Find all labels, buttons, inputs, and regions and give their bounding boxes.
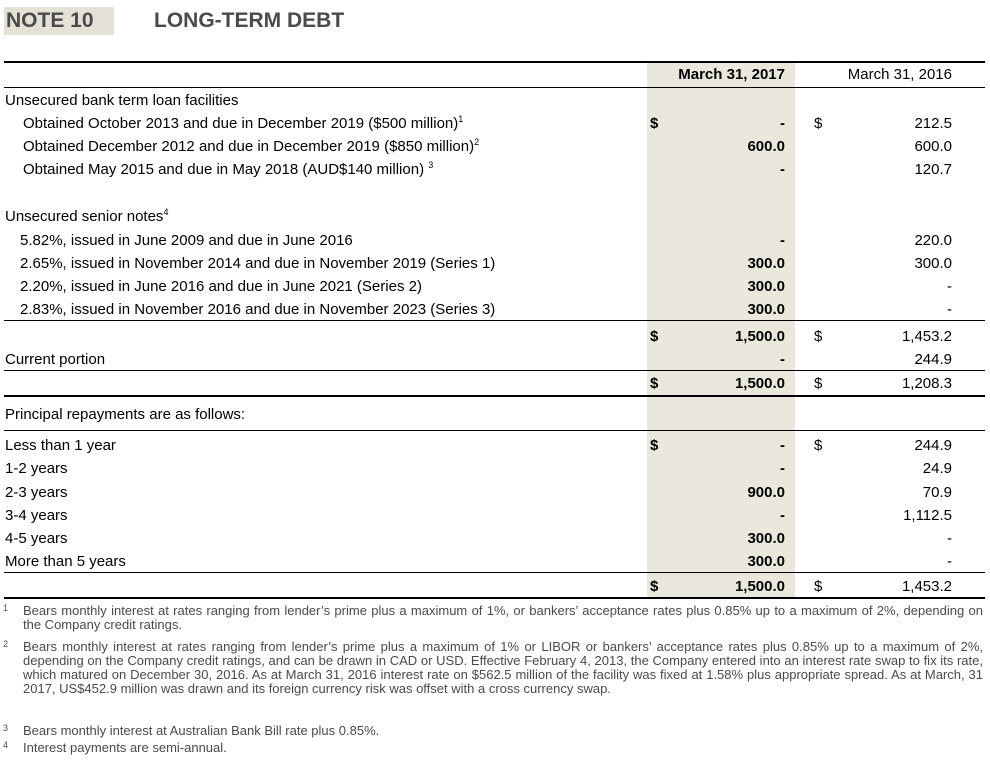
term-loan-row-1-2017: -	[780, 115, 785, 132]
repayment-row-5-2016: -	[947, 530, 952, 547]
repayment-row-2-label: 1-2 years	[5, 460, 68, 477]
repayment-row-3-2016: 70.9	[922, 484, 952, 501]
note-title: LONG-TERM DEBT	[154, 9, 345, 32]
dollar-sign: $	[650, 328, 659, 345]
repayment-row-3-2017: 900.0	[747, 484, 785, 501]
senior-notes-heading: Unsecured senior notes$^4$	[5, 207, 169, 225]
repayment-row-2-2016: 24.9	[922, 460, 952, 477]
repayment-row-6-label: More than 5 years	[5, 553, 126, 570]
senior-note-row-3-2016: -	[947, 278, 952, 295]
repayment-row-3-label: 2-3 years	[5, 484, 68, 501]
repayment-row-4-2016: 1,112.5	[903, 507, 952, 524]
header-rule	[4, 87, 985, 88]
senior-note-row-2-label: 2.65%, issued in November 2014 and due in November 2019 (Series 1)	[20, 255, 496, 272]
repayment-row-1-2016: 244.9	[914, 437, 952, 454]
senior-note-row-2-2017: 300.0	[747, 255, 785, 272]
footnote-ref-2: 2	[474, 137, 480, 147]
repayment-row-6-2017: 300.0	[747, 553, 785, 570]
footnote-number: 1	[3, 603, 9, 613]
term-loan-row-2-2017: 600.0	[747, 138, 785, 155]
footnote-text: Bears monthly interest at rates ranging from lender’s prime plus a maximum of 1%, or bankers’ acceptance rates plus 0.85% up to a maximum of 2%, depending on the Company credit ratings.	[23, 603, 983, 632]
dollar-sign: $	[814, 375, 823, 392]
dollar-sign: $	[814, 437, 823, 454]
long-term-2017: 1,500.0	[734, 375, 785, 392]
current-portion-rule	[4, 370, 985, 371]
long-term-double-rule	[4, 395, 985, 397]
total-2016: 1,453.2	[901, 328, 952, 345]
footnote-ref-4: 4	[163, 207, 169, 217]
subtotal-rule	[4, 320, 985, 321]
term-loan-row-2-label: Obtained December 2012 and due in December 2019 ($850 million)$^2$	[23, 137, 480, 155]
senior-note-row-1-2017: -	[780, 232, 785, 249]
term-loans-heading: Unsecured bank term loan facilities	[5, 92, 239, 109]
senior-note-row-4-2017: 300.0	[747, 301, 785, 318]
term-loan-row-3-2016: 120.7	[914, 161, 952, 178]
footnote-text: Interest payments are semi-annual.	[23, 740, 227, 755]
term-loan-row-3-2017: -	[780, 161, 785, 178]
repayment-row-1-2017: -	[780, 437, 785, 454]
footnote-text: Bears monthly interest at rates ranging from lender’s prime plus a maximum of 1% or LIBOR or bankers’ acceptance rates plus 0.85% up to a maximum of 2%, depending on the Company credit ratings, and can be drawn in CAD or USD. Effective February 4, 2013, the Company entered into an interest rate swap to fix its rate, which matured on December 30, 2016. As at March 31, 2016 interest rate on $562.5 million of the facility was fixed at 1.58% plus appropriate spread. As at March, 31 2017, US$452.9 million was drawn and its foreign currency risk was offset with a cross currency swap.	[23, 639, 983, 696]
current-portion-label: Current portion	[5, 351, 106, 368]
column-header-2017: March 31, 2017	[678, 66, 785, 83]
current-portion-2016: 244.9	[914, 351, 952, 368]
repayment-row-4-2017: -	[780, 507, 785, 524]
senior-note-row-1-label: 5.82%, issued in June 2009 and due in June 2016	[20, 232, 353, 249]
column-header-2016: March 31, 2016	[847, 66, 952, 83]
total-2017: 1,500.0	[734, 328, 785, 345]
table-top-rule	[4, 61, 985, 63]
term-loan-row-2-2016: 600.0	[914, 138, 952, 155]
long-term-2016: 1,208.3	[901, 375, 952, 392]
senior-note-row-3-label: 2.20%, issued in June 2016 and due in June 2021 (Series 2)	[20, 278, 422, 295]
repayment-row-6-2016: -	[947, 553, 952, 570]
repayments-total-2016: 1,453.2	[901, 578, 952, 595]
footnote-ref-1: 1	[458, 114, 464, 124]
repayment-row-4-label: 3-4 years	[5, 507, 68, 524]
dollar-sign: $	[814, 115, 823, 132]
repayment-row-5-2017: 300.0	[747, 530, 785, 547]
note-number: NOTE 10	[4, 7, 114, 35]
footnote-ref-3: 3	[428, 160, 434, 170]
dollar-sign: $	[650, 437, 659, 454]
repayments-heading: Principal repayments are as follows:	[5, 406, 246, 423]
senior-note-row-4-label: 2.83%, issued in November 2016 and due in November 2023 (Series 3)	[20, 301, 496, 318]
dollar-sign: $	[814, 578, 823, 595]
dollar-sign: $	[814, 328, 823, 345]
repayments-rule	[4, 430, 985, 431]
table-bottom-rule	[4, 597, 985, 599]
dollar-sign: $	[650, 375, 659, 392]
footnote-text: Bears monthly interest at Australian Bank Bill rate plus 0.85%.	[23, 723, 380, 738]
repayment-row-1-label: Less than 1 year	[5, 437, 116, 454]
current-portion-2017: -	[780, 351, 785, 368]
senior-note-row-4-2016: -	[947, 301, 952, 318]
repayment-row-5-label: 4-5 years	[5, 530, 68, 547]
dollar-sign: $	[650, 115, 659, 132]
footnote-number: 4	[3, 740, 9, 750]
footnote-number: 3	[3, 723, 9, 733]
repayments-total-2017: 1,500.0	[734, 578, 785, 595]
footnote-number: 2	[3, 639, 9, 649]
term-loan-row-1-2016: 212.5	[914, 115, 952, 132]
repayments-total-rule	[4, 572, 985, 573]
senior-note-row-1-2016: 220.0	[914, 232, 952, 249]
dollar-sign: $	[650, 578, 659, 595]
repayment-row-2-2017: -	[780, 460, 785, 477]
senior-note-row-2-2016: 300.0	[914, 255, 952, 272]
senior-note-row-3-2017: 300.0	[747, 278, 785, 295]
term-loan-row-3-label: Obtained May 2015 and due in May 2018 (AUD$140 million) $^3$	[23, 160, 434, 178]
term-loan-row-1-label: Obtained October 2013 and due in December 2019 ($500 million)$^1$	[23, 114, 464, 132]
